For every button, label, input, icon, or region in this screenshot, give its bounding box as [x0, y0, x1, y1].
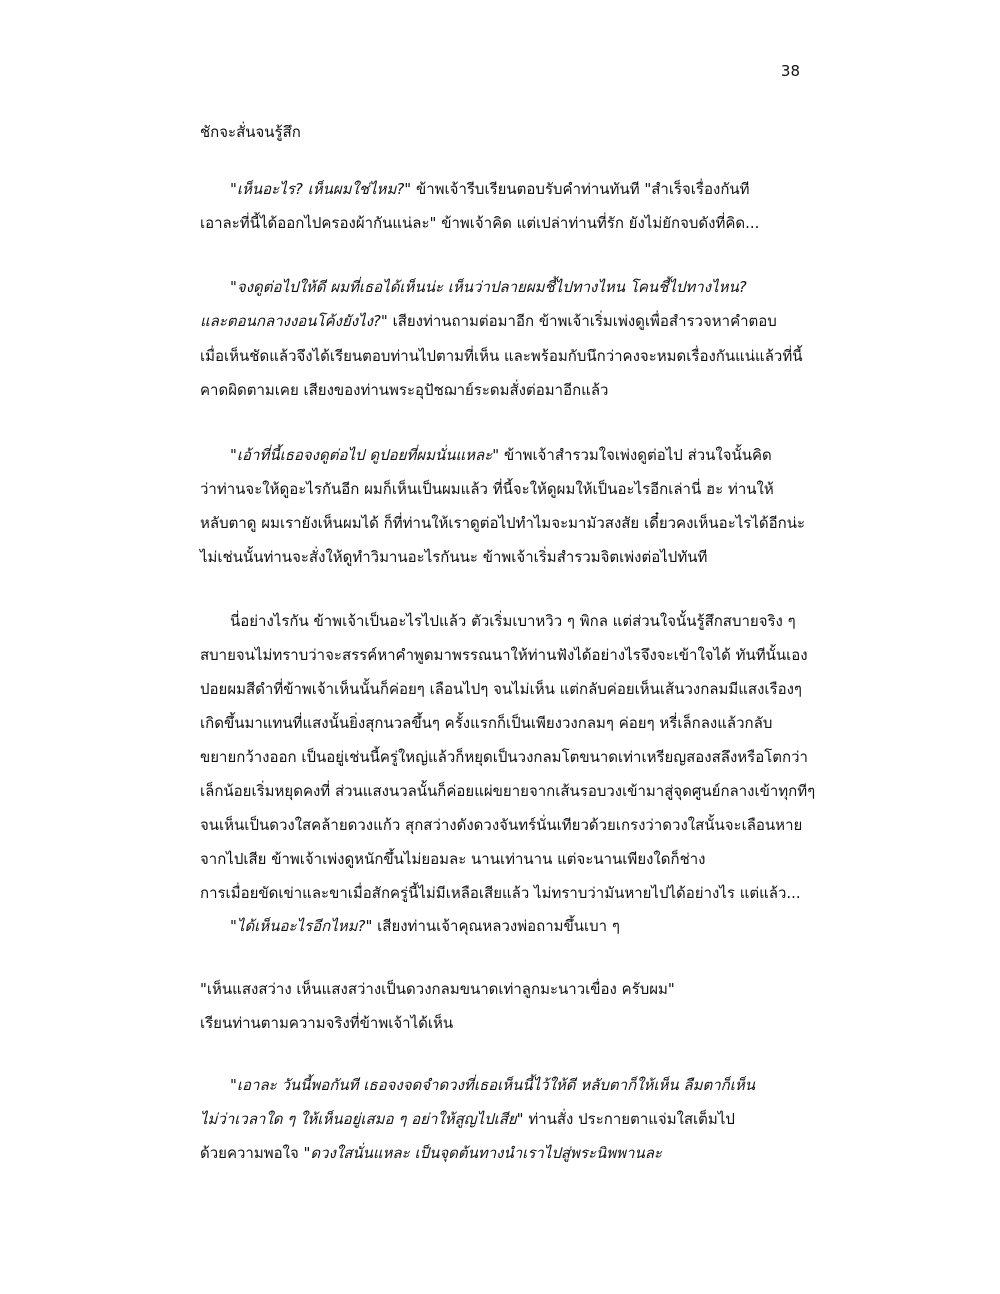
text-line — [200, 1143, 662, 1163]
text-span: เสียงท่านเจ้าคุณหลวงพ่อถามขึ้นเบา ๆ — [372, 917, 620, 935]
text-span: เกิดขึ้นมาแทนที่แสงนั้นยิ่งสุกนวลขึ้นๆ ครั้งแรกก็เป็นเพียงวงกลมๆ ค่อยๆ หรี่เล็กลงแล้วกลับ — [200, 714, 773, 732]
italic-text-span: "ได้เห็นอะไรอีกไหม?" — [230, 917, 373, 935]
text-span: ด้วยความพอใจ — [200, 1144, 304, 1162]
text-line — [200, 346, 802, 366]
text-span: ขยายกว้างออก เป็นอยู่เช่นนี้ครู่ใหญ่แล้วก็หยุดเป็นวงกลมโตขนาดเท่าเหรียญสองสลึงหรือโตกว่า — [200, 748, 808, 766]
text-line — [200, 213, 759, 233]
text-span: ไม่เช่นนั้นท่านจะสั่งให้ดูทำวิมานอะไรกันนะ ข้าพเจ้าเริ่มสำรวมจิตเพ่งต่อไปทันที — [200, 548, 708, 566]
text-line — [230, 611, 796, 631]
italic-text-span: ไม่ว่าเวลาใด ๆ ให้เห็นอยู่เสมอ ๆ อย่าให้สูญไปเสีย" — [200, 1110, 524, 1128]
text-span: ว่าท่านจะให้ดูอะไรกันอีก ผมก็เห็นเป็นผมแล้ว ที่นี้จะให้ดูผมให้เป็นอะไรอีกเล่านี่ ฮะ ท่านให้ — [200, 480, 774, 498]
text-span: ข้าพเจ้าสำรวมใจเพ่งดูต่อไป ส่วนใจนั้นคิด — [499, 446, 772, 464]
italic-text-span: "เอาละ วันนี้พอกันที เธอจงจดจำดวงที่เธอเห็นนี้ไว้ให้ดี หลับตาก็ให้เห็น ลืมตาก็เห็น — [230, 1076, 756, 1094]
text-line — [200, 479, 774, 499]
text-line — [200, 883, 801, 903]
italic-text-span: "เห็นอะไร? เห็นผมใช่ไหม?" — [230, 180, 412, 198]
text-line — [200, 513, 805, 533]
text-line — [230, 277, 747, 297]
text-span: จากไปเสีย ข้าพเจ้าเพ่งดูหนักขึ้นไม่ยอมละ นานเท่านาน แต่จะนานเพียงใดก็ช่าง — [200, 850, 706, 868]
text-line — [200, 849, 706, 869]
text-span: หลับตาดู ผมเรายังเห็นผมได้ ก็ที่ท่านให้เราดูต่อไปทำไมจะมามัวสงสัย เดี๋ยวคงเห็นอะไรได้อีกน่ะ — [200, 514, 806, 532]
text-line — [230, 1075, 755, 1095]
text-line — [200, 679, 802, 699]
text-line — [200, 645, 808, 665]
text-line — [200, 547, 707, 567]
text-line — [200, 1109, 735, 1129]
text-line — [200, 1013, 453, 1033]
text-span: นี่อย่างไรกัน ข้าพเจ้าเป็นอะไรไปแล้ว ตัวเริ่มเบาหวิว ๆ พิกล แต่ส่วนใจนั้นรู้สึกสบายจริง ๆ — [230, 612, 796, 630]
text-line — [200, 747, 808, 767]
text-line — [200, 311, 777, 331]
text-span: ปอยผมสีดำที่ข้าพเจ้าเห็นนั้นก็ค่อยๆ เลือนไปๆ จนไม่เห็น แต่กลับค่อยเห็นเส้นวงกลมมีแสงเรืองๆ — [200, 680, 802, 698]
text-span: การเมื่อยขัดเข่าและขาเมื่อสักครู่นี้ไม่มีเหลือเสียแล้ว ไม่ทราบว่ามันหายไปได้อย่างไร แต่แล้ว... — [200, 884, 801, 902]
text-line — [200, 713, 772, 733]
text-line — [230, 445, 772, 465]
text-span: ข้าพเจ้ารีบเรียนตอบรับคำท่านทันที "สำเร็จเรื่องกันที — [411, 180, 750, 198]
text-span: เมื่อเห็นชัดแล้วจึงได้เรียนตอบท่านไปตามที่เห็น และพร้อมกับนึกว่าคงจะหมดเรื่องกันแน่แล้วที่นี้ — [200, 347, 803, 365]
text-span: คาดผิดตามเคย เสียงของท่านพระอุปัชฌาย์ระดมสั่งต่อมาอีกแล้ว — [200, 381, 609, 399]
text-line — [230, 916, 620, 936]
text-span: เล็กน้อยเริ่มหยุดคงที่ ส่วนแสงนวลนั้นก็ค่อยแผ่ขยายจากเส้นรอบวงเข้ามาสู่จุดศูนย์กลางเข้าทุกทีๆ — [200, 782, 816, 800]
italic-text-span: "ดวงใสนั่นแหละ เป็นจุดต้นทางนำเราไปสู่พระนิพพานละ — [303, 1144, 662, 1162]
text-span: เรียนท่านตามความจริงที่ข้าพเจ้าได้เห็น — [200, 1014, 454, 1032]
page-number: 38 — [780, 62, 800, 80]
text-span: เอาละที่นี้ได้ออกไปครองผ้ากันแน่ละ" ข้าพเจ้าคิด แต่เปล่าท่านที่รัก ยังไม่ยักจบดังที่คิด... — [200, 214, 760, 232]
text-span: "เห็นแสงสว่าง เห็นแสงสว่างเป็นดวงกลมขนาดเท่าลูกมะนาวเขื่อง ครับผม" — [200, 980, 675, 998]
text-span: ชักจะสั่นจนรู้สึก — [200, 123, 301, 141]
text-span: เสียงท่านถามต่อมาอีก ข้าพเจ้าเริ่มเพ่งดูเพื่อสำรวจหาคำตอบ — [387, 312, 777, 330]
italic-text-span: และตอนกลางงอนโค้งยังไง?" — [200, 312, 388, 330]
text-line — [200, 781, 815, 801]
text-span: ท่านสั่ง ประกายตาแจ่มใสเต็มไป — [523, 1110, 735, 1128]
text-span: จนเห็นเป็นดวงใสคล้ายดวงแก้ว สุกสว่างดังดวงจันทร์นั่นเทียวด้วยเกรงว่าดวงใสนั้นจะเลือนหาย — [200, 816, 803, 834]
text-line — [200, 380, 608, 400]
text-line — [200, 122, 301, 142]
text-line — [200, 979, 675, 999]
text-span: สบายจนไม่ทราบว่าจะสรรค์หาคำพูดมาพรรณนาให้ท่านฟังได้อย่างไรจึงจะเข้าใจได้ ทันทีนั้นเอง — [200, 646, 808, 664]
text-line — [200, 815, 802, 835]
italic-text-span: "เอ้าที่นี้เธอจงดูต่อไป ดูปอยที่ผมนั่นแหละ" — [230, 446, 500, 464]
text-line — [230, 179, 750, 199]
italic-text-span: "จงดูต่อไปให้ดี ผมที่เธอได้เห็นน่ะ เห็นว่าปลายผมชี้ไปทางไหน โคนชี้ไปทางไหน? — [230, 278, 747, 296]
